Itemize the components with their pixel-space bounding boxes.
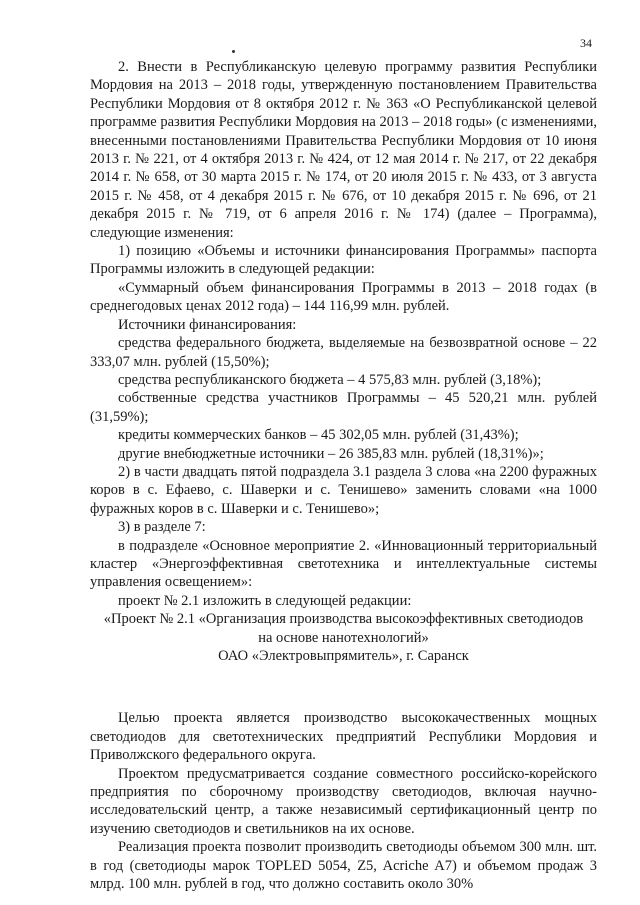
paragraph-amendment-intro: 2. Внести в Республиканскую целевую программу развития Республики Мордовия на 2013 – 2018 годы, утвержденную постановлением Правительства Республики Мордовия от 8 октября 2012 г. № 363 «О Республиканской целевой программе развития Республики Мордовия на 2013 – 2018 годы» (с изменениями, внесенными постановлениями Правительства Республики Мордовия от 10 июня 2013 г. № 221, от 4 октября 2013 г. № 424, от 12 мая 2014 г. № 217, от 22 декабря 2014 г. № 658, от 30 марта 2015 г. № 174, от 20 июля 2015 г. № 433, от 3 августа 2015 г. № 458, от 4 декабря 2015 г. № 676, от 10 декабря 2015 г. № 696, от 21 декабря 2015 г. № 719, от 6 апреля 2016 г. № 174) (далее – Программа), следующие изменения: bbox=[90, 59, 597, 241]
page-number: 34 bbox=[580, 36, 592, 50]
paragraph-bank-credits: кредиты коммерческих банков – 45 302,05 млн. рублей (31,43%); bbox=[118, 427, 519, 444]
project-heading-line-3: ОАО «Электровыпрямитель», г. Саранск bbox=[218, 648, 469, 664]
paragraph-item-2: 2) в части двадцать пятой подраздела 3.1 раздела 3 слова «на 2200 фуражных коров в с. Ефаево, с. Шаверки и с. Тенишево» заменить словами «на 1000 фуражных коров в с. Шаверки и с. Тенишево»; bbox=[90, 463, 597, 517]
project-heading-line-1: «Проект № 2.1 «Организация производства высокоэффективных светодиодов bbox=[103, 611, 584, 628]
paragraph-other-sources: другие внебюджетные источники – 26 385,83 млн. рублей (18,31%)»; bbox=[118, 445, 544, 462]
paragraph-project-edit: проект № 2.1 изложить в следующей редакции: bbox=[118, 592, 412, 609]
paragraph-federal-budget: средства федерального бюджета, выделяемые на безвозвратной основе – 22 333,07 млн. рублей (15,50%); bbox=[90, 335, 597, 370]
paragraph-own-funds: собственные средства участников Программы – 45 520,21 млн. рублей (31,59%); bbox=[90, 390, 597, 425]
paragraph-project-output: Реализация проекта позволит производить светодиоды объемом 300 млн. шт. в год (светодиоды марок TOPLED 5054, Z5, Acriche A7) и объемом продаж 3 млрд. 100 млн. рублей в год, что должно составить около 30% bbox=[90, 839, 597, 893]
document-body bbox=[90, 58, 597, 893]
paragraph-project-goal: Целью проекта является производство высококачественных мощных светодиодов для светотехнических предприятий Республики Мордовия и Приволжского федерального округа. bbox=[90, 710, 597, 764]
paragraph-project-plan: Проектом предусматривается создание совместного российско-корейского предприятия по сборочному производству светодиодов, включая научно-исследовательский центр, а также независимый сертификационный центр по изучению светодиодов и светильников на их основе. bbox=[90, 765, 597, 837]
paragraph-republic-budget: средства республиканского бюджета – 4 575,83 млн. рублей (3,18%); bbox=[118, 371, 542, 388]
paragraph-funding-sources: Источники финансирования: bbox=[118, 316, 297, 333]
project-heading-line-2: на основе нанотехнологий» bbox=[258, 629, 429, 646]
scan-speck bbox=[232, 50, 235, 53]
paragraph-item-1: 1) позицию «Объемы и источники финансирования Программы» паспорта Программы изложить в следующей редакции: bbox=[90, 243, 597, 278]
spacer bbox=[90, 665, 597, 709]
paragraph-funding-total: «Суммарный объем финансирования Программы в 2013 – 2018 годах (в среднегодовых ценах 2012 года) – 144 116,99 млн. рублей. bbox=[90, 279, 597, 315]
paragraph-item-3: 3) в разделе 7: bbox=[118, 519, 206, 536]
paragraph-subsection: в подразделе «Основное мероприятие 2. «Инновационный территориальный кластер «Энергоэффективная светотехника и интеллектуальные системы управления освещением»: bbox=[90, 537, 597, 591]
